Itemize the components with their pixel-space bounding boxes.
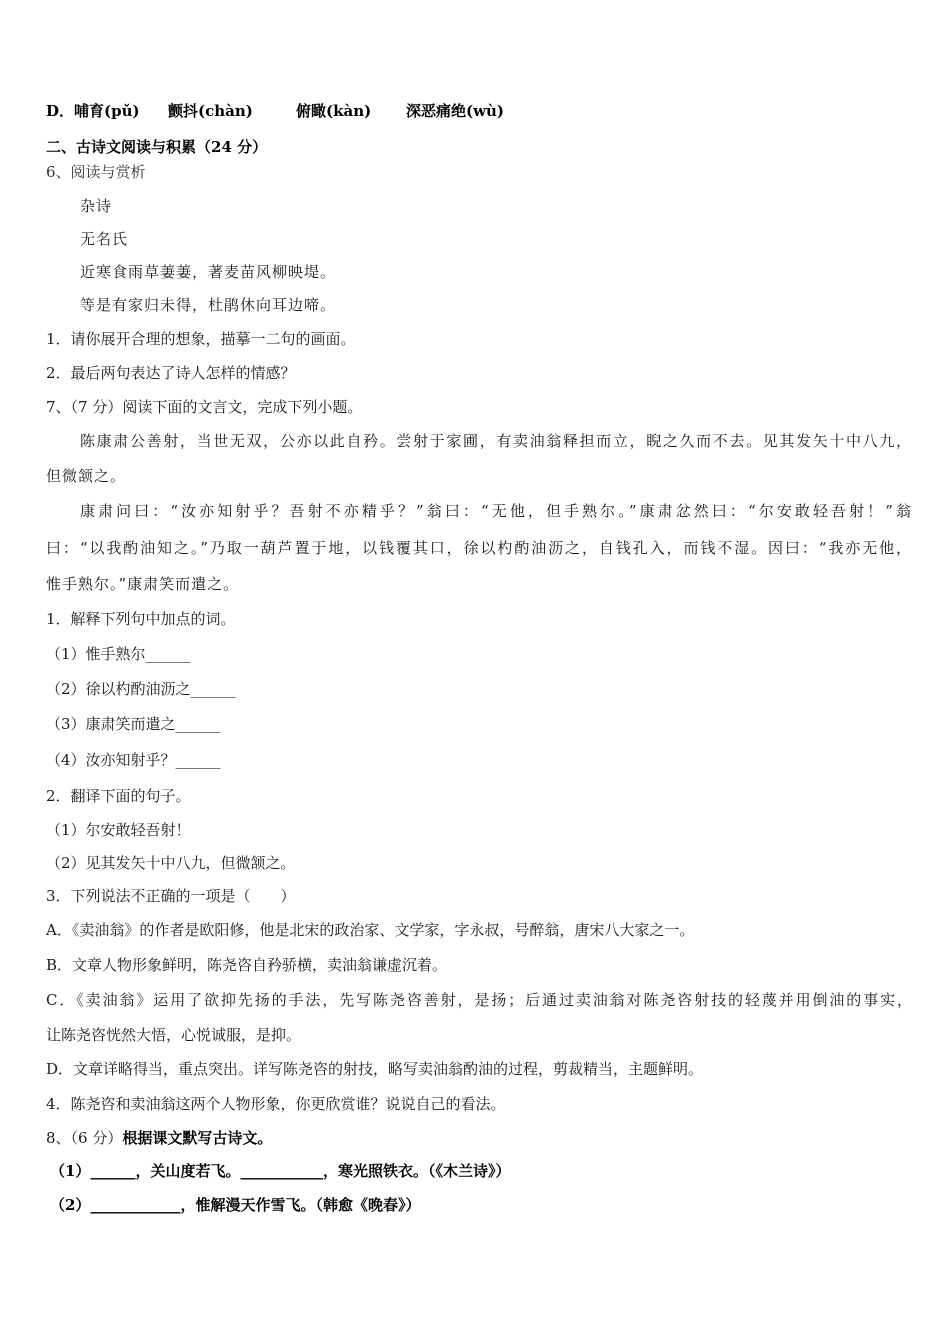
question-8-instruction: 根据课文默写古诗文。 bbox=[122, 1129, 273, 1147]
option-a: A．《卖油翁》的作者是欧阳修，他是北宋的政治家、文学家，字永叔，号醉翁，唐宋八大家之一。 bbox=[46, 921, 695, 939]
passage-line: 但微颔之。 bbox=[46, 467, 127, 485]
question-6-sub-1: 1．请你展开合理的想象，描摹一二句的画面。 bbox=[46, 330, 356, 348]
recitation-item-2 bbox=[50, 1195, 420, 1215]
question-7-2-item: （2）见其发矢十中八九，但微颔之。 bbox=[46, 854, 296, 872]
question-7-4-title: 4．陈尧咨和卖油翁这两个人物形象，你更欣赏谁？说说自己的看法。 bbox=[46, 1095, 506, 1113]
recitation-item-1 bbox=[50, 1161, 510, 1181]
answer-blank[interactable]: ______ bbox=[175, 715, 221, 733]
answer-blank[interactable]: ______ bbox=[90, 1162, 136, 1180]
question-7-title: 7、（7 分）阅读下面的文言文，完成下列小题。 bbox=[46, 398, 363, 416]
answer-blank[interactable]: ______ bbox=[175, 751, 221, 769]
verse-text: ，寒光照铁衣。（《木兰诗》） bbox=[322, 1162, 511, 1180]
question-7-1-item bbox=[46, 679, 236, 699]
question-6-sub-2: 2．最后两句表达了诗人怎样的情感？ bbox=[46, 364, 296, 382]
answer-blank[interactable]: ______ bbox=[190, 680, 236, 698]
option-d-item: 哺育(pǔ) bbox=[74, 102, 140, 120]
question-8-title bbox=[46, 1128, 272, 1148]
passage-line: 惟手熟尔。”康肃笑而遣之。 bbox=[46, 575, 240, 593]
option-d-label: D． bbox=[46, 102, 75, 120]
question-7-2-item: （1）尔安敢轻吾射！ bbox=[46, 821, 191, 839]
option-d: D．文章详略得当，重点突出。详写陈尧咨的射技，略写卖油翁酌油的过程，剪裁精当，主题鲜明。 bbox=[46, 1060, 704, 1078]
question-7-1-item bbox=[46, 714, 221, 734]
answer-blank[interactable]: ______ bbox=[145, 645, 191, 663]
passage-line: 陈康肃公善射，当世无双，公亦以此自矜。尝射于家圃，有卖油翁释担而立，睨之久而不去。见其发矢十中八九， bbox=[80, 432, 912, 450]
item-label: （3）康肃笑而遣之 bbox=[46, 715, 176, 733]
item-label: （4）汝亦知射乎？ bbox=[46, 751, 176, 769]
question-6-title: 6、阅读与赏析 bbox=[46, 163, 146, 181]
passage-line: 曰：“以我酌油知之。”乃取一葫芦置于地，以钱覆其口，徐以杓酌油沥之，自钱孔入，而钱不湿。因曰：“我亦无他， bbox=[46, 539, 912, 557]
option-d-item: 颤抖(chàn) bbox=[168, 102, 253, 120]
question-8-prefix: 8、（6 分） bbox=[46, 1129, 123, 1147]
poem-author: 无名氏 bbox=[80, 230, 129, 248]
verse-text: ，惟解漫天作雪飞。（韩愈《晚春》） bbox=[180, 1196, 421, 1214]
option-b: B．文章人物形象鲜明，陈尧咨自矜骄横，卖油翁谦虚沉着。 bbox=[46, 956, 448, 974]
section-heading: 二、古诗文阅读与积累（24 分） bbox=[46, 138, 268, 156]
answer-blank[interactable]: ____________ bbox=[90, 1196, 181, 1214]
question-7-1-item bbox=[46, 644, 191, 664]
verse-text: ，关山度若飞。 bbox=[135, 1162, 241, 1180]
poem-line: 等是有家归未得，杜鹃休向耳边啼。 bbox=[80, 296, 337, 314]
option-d-item: 俯瞰(kàn) bbox=[296, 102, 372, 120]
poem-line: 近寒食雨草萋萋，著麦苗风柳映堤。 bbox=[80, 263, 337, 281]
poem-title: 杂诗 bbox=[80, 197, 113, 215]
item-label: （2）徐以杓酌油沥之 bbox=[46, 680, 191, 698]
answer-blank[interactable]: ___________ bbox=[240, 1162, 323, 1180]
question-7-3-title: 3．下列说法不正确的一项是（ ） bbox=[46, 887, 296, 905]
option-c: C．《卖油翁》运用了欲抑先扬的手法，先写陈尧咨善射，是扬；后通过卖油翁对陈尧咨射技的轻蔑并用倒油的事实， bbox=[46, 991, 912, 1009]
question-7-1-item bbox=[46, 750, 221, 770]
question-7-1-title: 1．解释下列句中加点的词。 bbox=[46, 610, 236, 628]
passage-line: 康肃问曰：“汝亦知射乎？吾射不亦精乎？”翁曰：“无他，但手熟尔。”康肃忿然曰：“尔安敢轻吾射！”翁 bbox=[80, 502, 912, 520]
item-number: （1） bbox=[50, 1162, 91, 1180]
question-7-2-title: 2．翻译下面的句子。 bbox=[46, 787, 191, 805]
option-d-item: 深恶痛绝(wù) bbox=[406, 102, 505, 120]
item-number: （2） bbox=[50, 1196, 91, 1214]
option-c-continued: 让陈尧咨恍然大悟，心悦诚服，是抑。 bbox=[46, 1026, 302, 1044]
option-d-row bbox=[46, 101, 505, 121]
item-label: （1）惟手熟尔 bbox=[46, 645, 146, 663]
